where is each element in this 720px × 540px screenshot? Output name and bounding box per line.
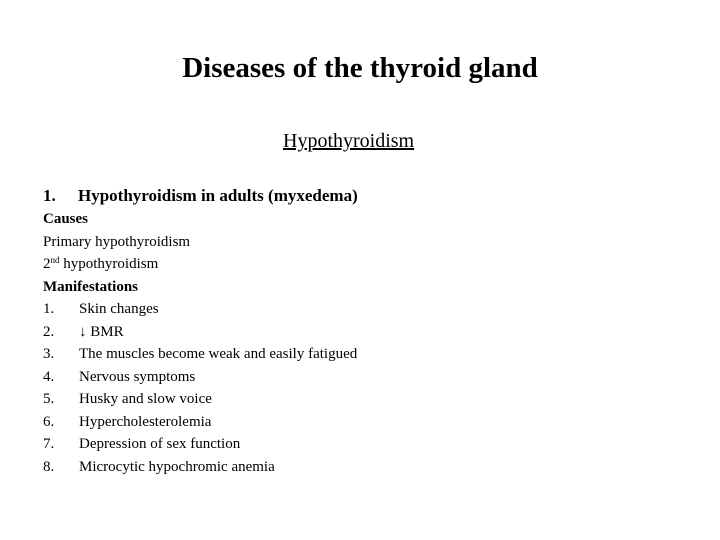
content-list: [43, 208, 357, 478]
manifestation-text: Microcytic hypochromic anemia: [79, 458, 275, 475]
manifestation-number: 6.: [43, 413, 55, 430]
manifestation-number: 7.: [43, 436, 55, 452]
manifestation-number: 1.: [43, 301, 55, 317]
manifestation-text: Hypercholesterolemia: [79, 413, 212, 430]
manifestation-number: 8.: [43, 458, 55, 475]
manifestation-item: [43, 298, 357, 321]
manifestation-number: 2.: [43, 323, 55, 340]
manifestation-item: [43, 433, 357, 456]
manifestation-number: 4.: [43, 368, 55, 385]
manifestations-label: Manifestations: [43, 278, 138, 295]
slide-title: Diseases of the thyroid gland: [182, 52, 538, 84]
manifestation-text: ↓ BMR: [79, 323, 124, 340]
manifestation-number: 3.: [43, 346, 55, 362]
manifestation-item: [43, 411, 357, 434]
section-heading: [43, 184, 358, 208]
cause-text-rest: hypothyroidism: [59, 256, 159, 272]
cause-superscript: nd: [50, 255, 60, 265]
cause-text: 2: [43, 256, 51, 272]
manifestation-item: [43, 321, 357, 344]
cause-item: [43, 253, 357, 276]
manifestation-text: Nervous symptoms: [79, 368, 196, 385]
manifestation-text: Skin changes: [79, 301, 159, 317]
manifestation-text: Depression of sex function: [79, 436, 241, 452]
cause-item: [43, 231, 357, 254]
causes-label: Causes: [43, 211, 89, 227]
section-number: 1.: [43, 186, 56, 205]
slide-subtitle: Hypothyroidism: [283, 130, 415, 152]
manifestation-item: [43, 388, 357, 411]
cause-text: Primary hypothyroidism: [43, 233, 191, 250]
manifestation-number: 5.: [43, 391, 55, 407]
manifestation-text: Husky and slow voice: [79, 391, 212, 407]
manifestation-item: [43, 366, 357, 389]
section-heading-text: Hypothyroidism in adults (myxedema): [78, 186, 358, 205]
manifestation-text: The muscles become weak and easily fatigued: [79, 346, 358, 362]
manifestation-item: [43, 343, 357, 366]
manifestation-item: [43, 456, 357, 479]
